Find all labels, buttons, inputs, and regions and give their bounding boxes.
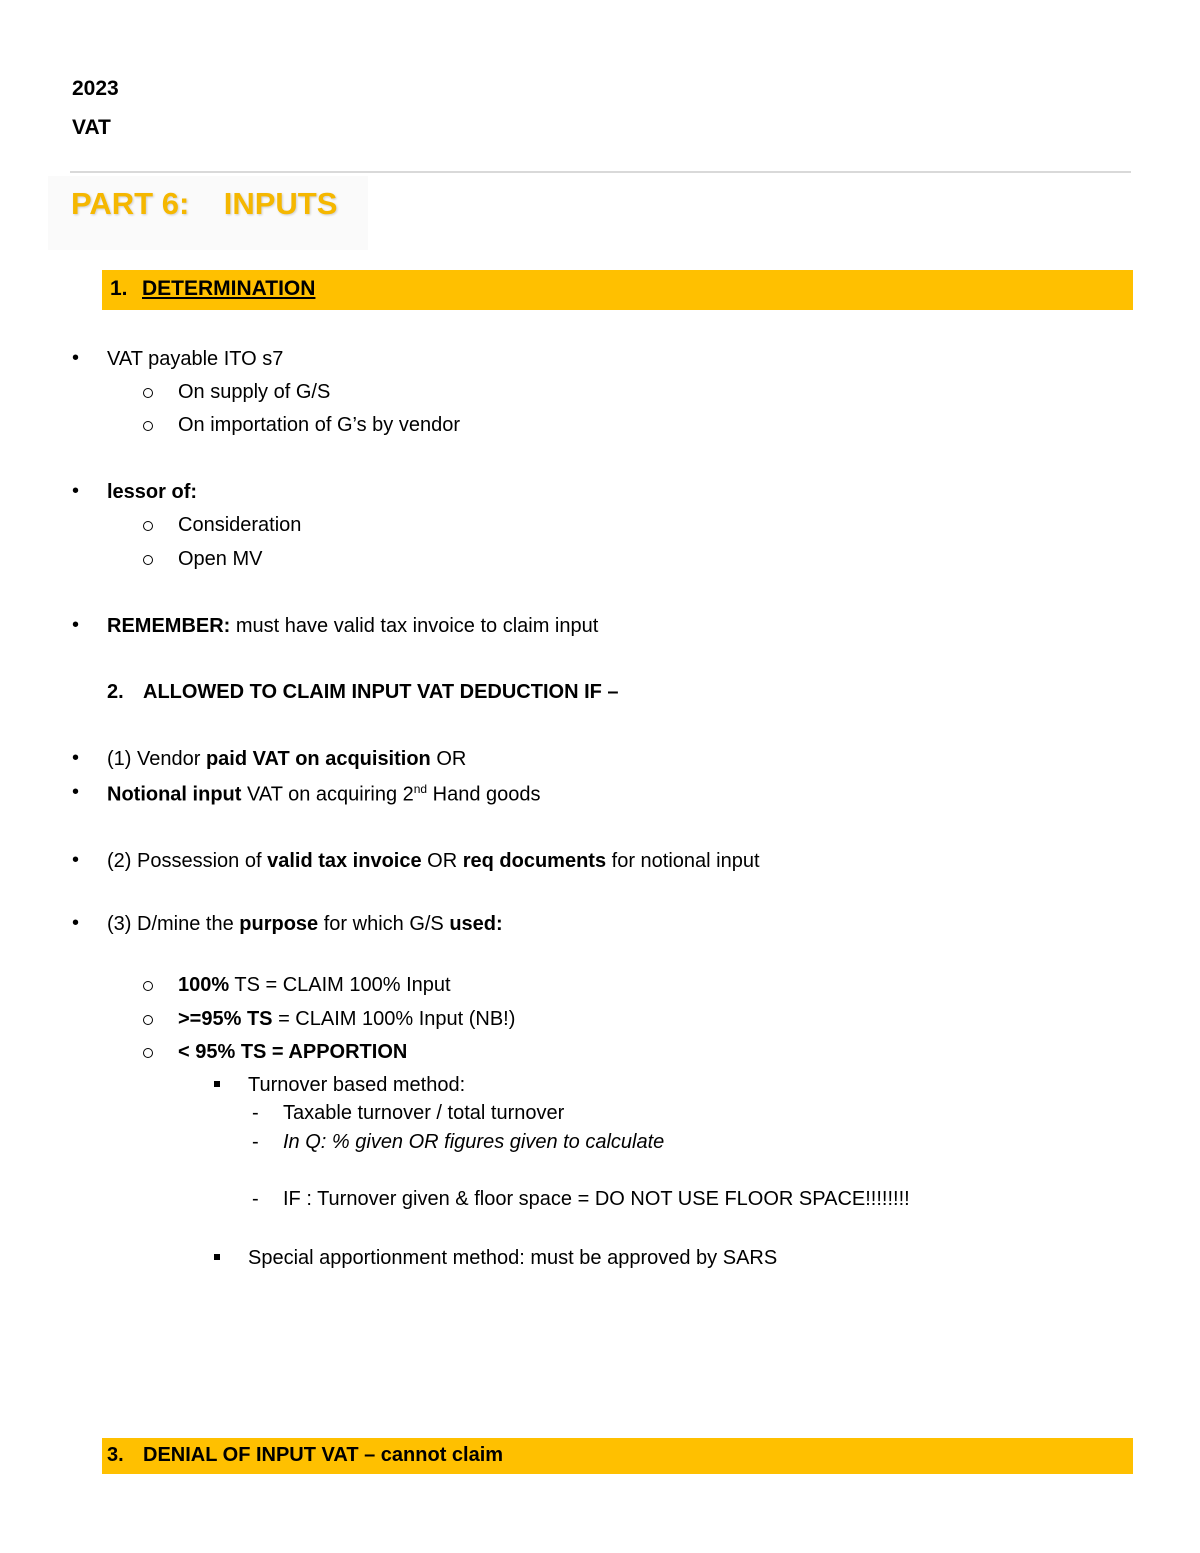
- remember-line: [107, 615, 598, 638]
- section3-band: [102, 1438, 1133, 1474]
- vat-payable-sub-2: On importation of G’s by vendor: [178, 414, 460, 436]
- header-divider: [70, 171, 1131, 173]
- square-bullet-icon: [214, 1254, 220, 1260]
- cond3-c: for which G/S: [318, 913, 450, 935]
- purpose-1: [178, 974, 451, 997]
- cond1-b: paid VAT on acquisition: [205, 748, 431, 770]
- cond3-a: (3) D/mine the: [107, 913, 240, 935]
- bullet-marker: •: [72, 747, 80, 769]
- lessor-sub-1: Consideration: [178, 514, 302, 536]
- header-year: 2023: [72, 77, 119, 100]
- section1-band: [102, 270, 1133, 310]
- square-bullet-icon: [214, 1081, 220, 1087]
- bullet-marker: •: [72, 912, 80, 934]
- lessor-sub-2: Open MV: [178, 548, 263, 570]
- cond3-d: used:: [449, 913, 503, 935]
- remember-text: must have valid tax invoice to claim input: [230, 615, 599, 637]
- vat-payable-text: VAT payable ITO s7: [107, 348, 284, 370]
- purpose-2-b: = CLAIM 100% Input (NB!): [272, 1008, 516, 1030]
- section3-title: DENIAL OF INPUT VAT – cannot claim: [143, 1444, 504, 1466]
- section2-number: 2.: [107, 681, 124, 703]
- cond1-c: OR: [430, 748, 467, 770]
- section3-number: 3.: [107, 1444, 124, 1466]
- part-title: PART 6: INPUTS: [71, 186, 338, 221]
- notional-b: VAT on acquiring 2: [241, 783, 414, 806]
- header-subject: VAT: [72, 116, 111, 139]
- turnover-item-2: In Q: % given OR figures given to calculate: [283, 1131, 665, 1153]
- bullet-marker: •: [72, 849, 80, 871]
- circle-bullet-icon: [143, 388, 153, 398]
- notional-sup: nd: [413, 782, 428, 796]
- cond2-c: OR: [421, 850, 463, 872]
- notional-a: Notional input: [107, 783, 242, 806]
- circle-bullet-icon: [143, 555, 153, 565]
- bullet-marker: •: [72, 781, 80, 803]
- section2-title: ALLOWED TO CLAIM INPUT VAT DEDUCTION IF –: [143, 681, 619, 703]
- cond2-d: req documents: [462, 850, 607, 872]
- cond2-line: [107, 850, 760, 873]
- circle-bullet-icon: [143, 981, 153, 991]
- bullet-marker: •: [72, 614, 80, 636]
- dash-marker: -: [252, 1188, 259, 1210]
- dash-marker: -: [252, 1131, 259, 1153]
- special-method: Special apportionment method: must be approved by SARS: [248, 1247, 778, 1269]
- purpose-2: [178, 1008, 515, 1031]
- vat-payable-sub-1: On supply of G/S: [178, 381, 331, 403]
- bullet-marker: •: [72, 480, 80, 502]
- cond1-line: [107, 748, 466, 771]
- purpose-1-a: 100%: [178, 974, 230, 996]
- cond2-e: for notional input: [606, 850, 760, 872]
- turnover-method: Turnover based method:: [248, 1074, 466, 1096]
- circle-bullet-icon: [143, 521, 153, 531]
- section1-number: 1.: [110, 277, 128, 300]
- purpose-2-a: >=95% TS: [178, 1008, 273, 1030]
- cond3-b: purpose: [239, 913, 319, 935]
- notional-c: Hand goods: [427, 783, 541, 806]
- remember-label: REMEMBER:: [107, 615, 231, 637]
- purpose-1-b: TS = CLAIM 100% Input: [229, 974, 451, 996]
- cond2-a: (2) Possession of: [107, 850, 268, 872]
- cond3-line: [107, 913, 503, 936]
- cond1-a: (1) Vendor: [107, 748, 206, 770]
- notional-line: [107, 782, 541, 807]
- circle-bullet-icon: [143, 421, 153, 431]
- section1-title: DETERMINATION: [142, 277, 316, 300]
- circle-bullet-icon: [143, 1015, 153, 1025]
- purpose-3: < 95% TS = APPORTION: [178, 1041, 408, 1063]
- dash-marker: -: [252, 1102, 259, 1124]
- turnover-item-1: Taxable turnover / total turnover: [283, 1102, 565, 1124]
- cond2-b: valid tax invoice: [267, 850, 422, 872]
- turnover-item-3: IF : Turnover given & floor space = DO NOT USE FLOOR SPACE!!!!!!!!: [283, 1188, 910, 1210]
- circle-bullet-icon: [143, 1048, 153, 1058]
- bullet-marker: •: [72, 347, 80, 369]
- lessor-text: lessor of:: [107, 481, 198, 503]
